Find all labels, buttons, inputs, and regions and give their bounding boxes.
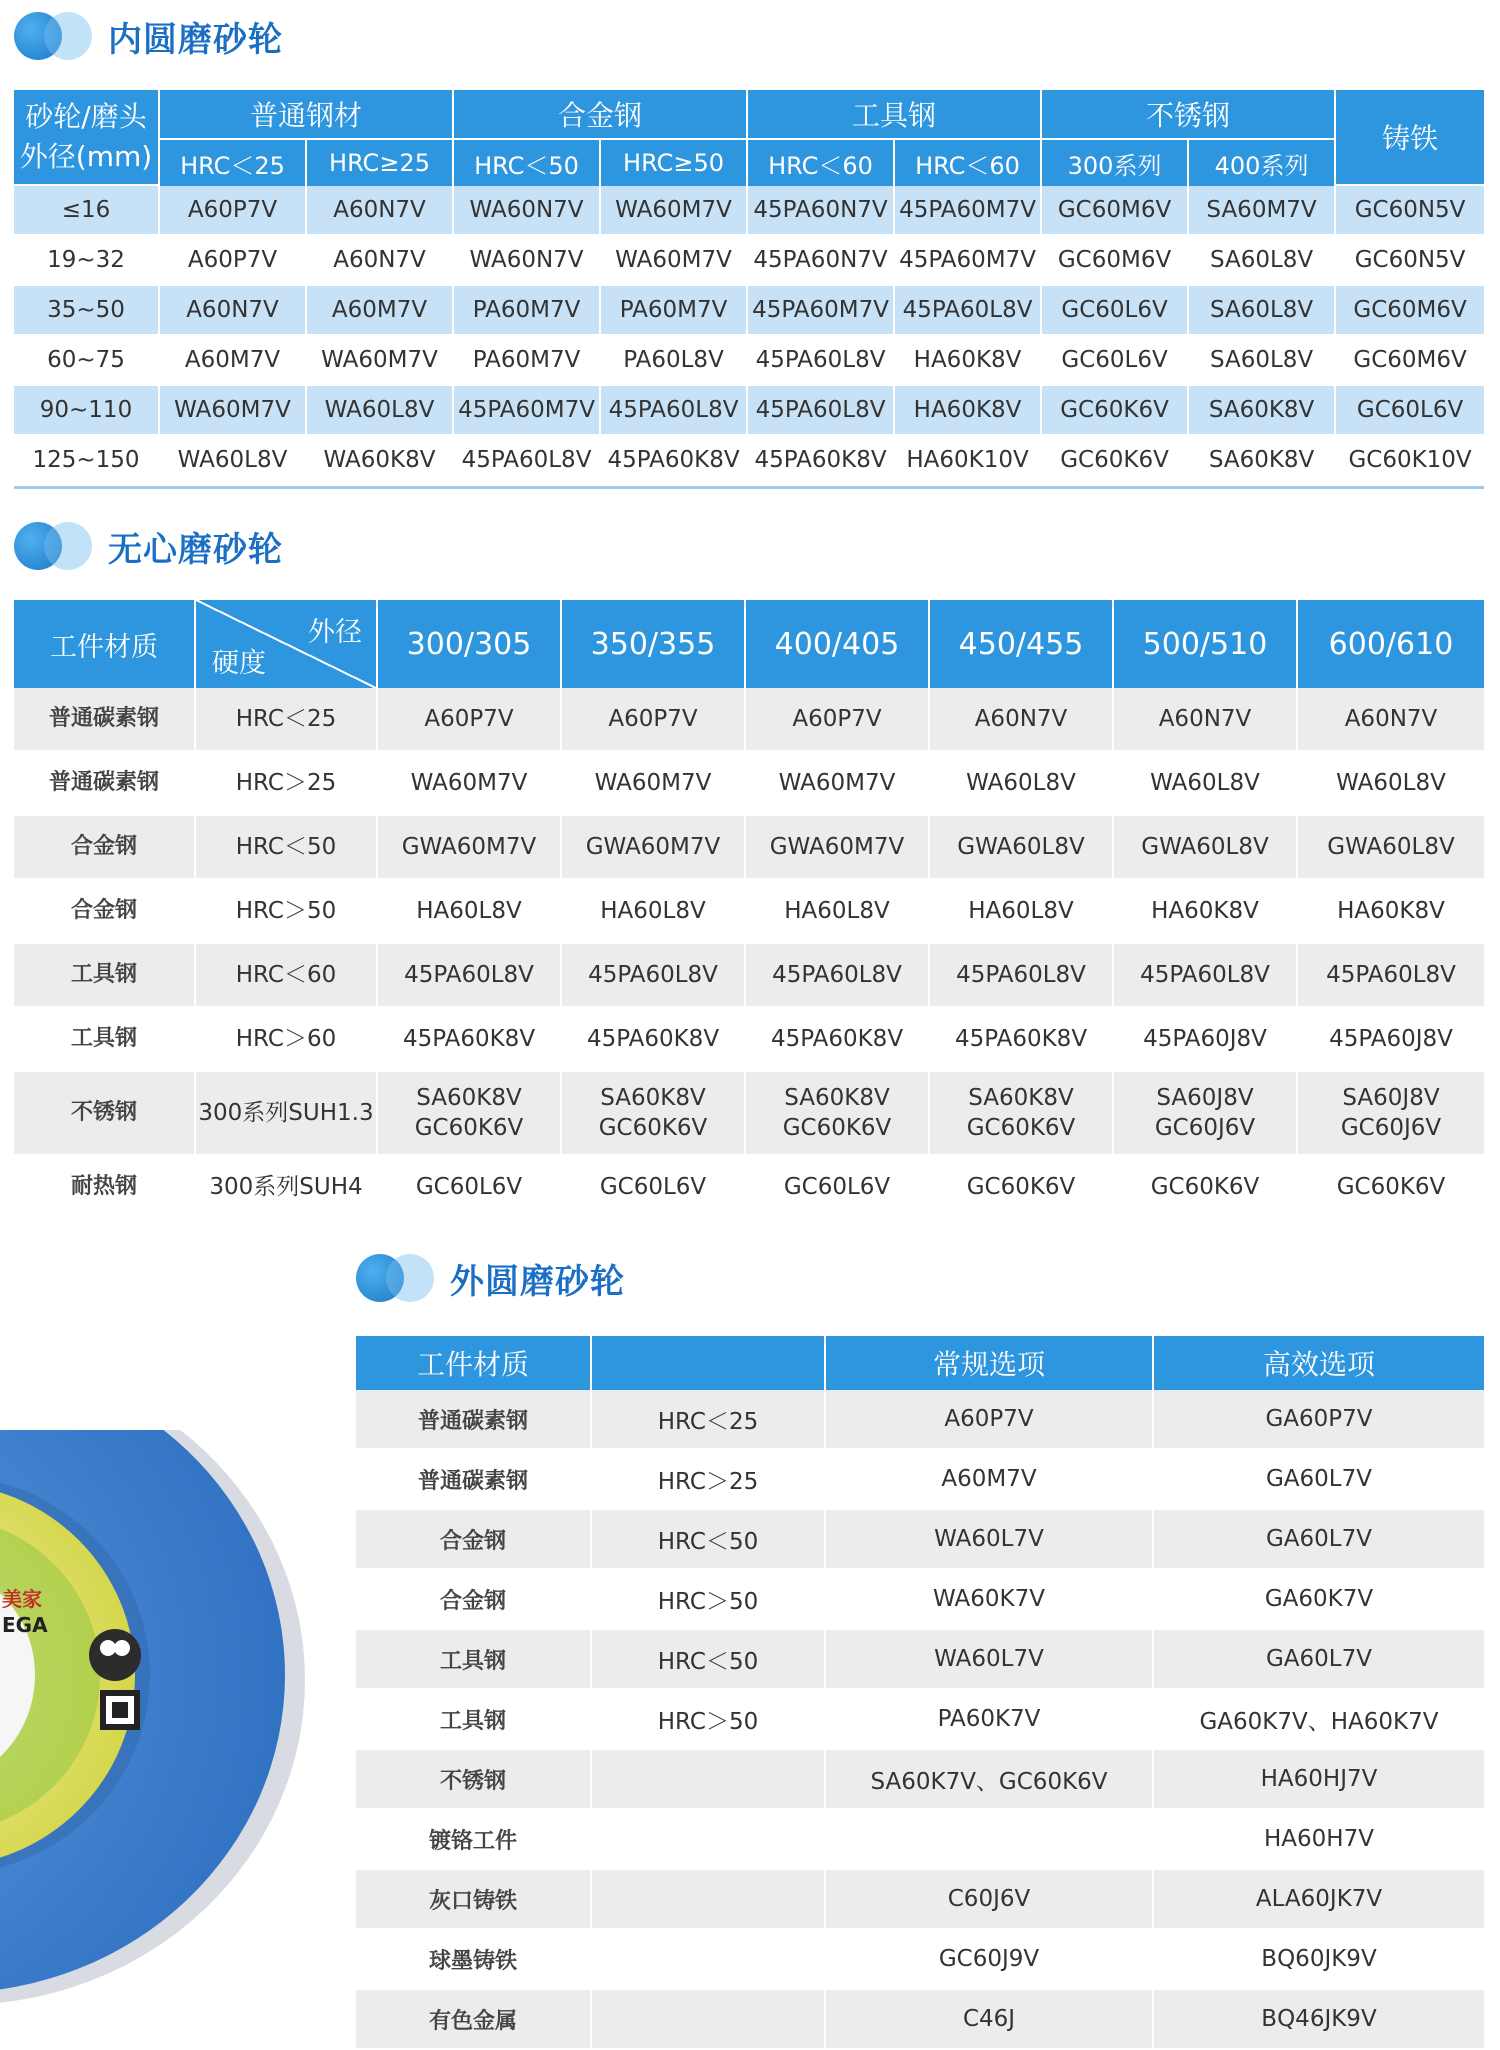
- spec-cell: A60N7V: [1298, 688, 1484, 752]
- diag-top-label: 外径: [308, 617, 362, 648]
- spec-cell: GA60K7V、HA60K7V: [1154, 1690, 1484, 1750]
- sub-header: HRC≥50: [601, 140, 748, 186]
- spec-cell: GWA60L8V: [1114, 816, 1298, 880]
- spec-cell: 45PA60K8V: [378, 1008, 562, 1072]
- sub-header: HRC＜60: [748, 140, 895, 186]
- table-row: [356, 1990, 1484, 2050]
- table-row: [14, 186, 1484, 236]
- spec-cell: 45PA60M7V: [895, 186, 1042, 236]
- spec-cell: GC60L6V: [1042, 286, 1189, 336]
- spec-cell: SA60J8V GC60J6V: [1114, 1072, 1298, 1156]
- spec-cell: SA60K8V GC60K6V: [930, 1072, 1114, 1156]
- material-cell: 有色金属: [356, 1990, 592, 2050]
- spec-cell: 45PA60N7V: [748, 186, 895, 236]
- spec-cell: SA60K8V GC60K6V: [746, 1072, 930, 1156]
- material-cell: 不锈钢: [356, 1750, 592, 1810]
- spec-cell: 45PA60K8V: [748, 436, 895, 486]
- material-cell: 耐热钢: [14, 1156, 196, 1220]
- diagonal-header: [196, 600, 378, 688]
- corner-header: [14, 90, 160, 186]
- bubble-decoration-icon: [356, 1248, 436, 1308]
- group-header: 铸铁: [1336, 90, 1484, 186]
- spec-cell: 45PA60L8V: [748, 386, 895, 436]
- table-row: [14, 1156, 1484, 1220]
- spec-cell: GC60K6V: [1298, 1156, 1484, 1220]
- table-row: [14, 944, 1484, 1008]
- spec-cell: GC60M6V: [1336, 336, 1484, 386]
- spec-cell: 45PA60K8V: [746, 1008, 930, 1072]
- size-header: 450/455: [930, 600, 1114, 688]
- spec-cell: HA60K8V: [895, 386, 1042, 436]
- spec-cell: GC60M6V: [1042, 236, 1189, 286]
- spec-cell: 45PA60L8V: [746, 944, 930, 1008]
- spec-cell: C46J: [826, 1990, 1154, 2050]
- spec-cell: 45PA60L8V: [1114, 944, 1298, 1008]
- spec-cell: WA60L8V: [1298, 752, 1484, 816]
- spec-cell: A60P7V: [826, 1390, 1154, 1450]
- group-header: 工具钢: [748, 90, 1042, 140]
- spec-cell: GC60N5V: [1336, 236, 1484, 286]
- diameter-cell: 90~110: [14, 386, 160, 436]
- table-row: [356, 1450, 1484, 1510]
- material-cell: 工具钢: [14, 1008, 196, 1072]
- hardness-cell: HRC＜25: [592, 1390, 826, 1450]
- table-row: [356, 1390, 1484, 1450]
- spec-cell: WA60L8V: [307, 386, 454, 436]
- spec-cell: GC60K6V: [1114, 1156, 1298, 1220]
- group-header: 合金钢: [454, 90, 748, 140]
- size-header: 500/510: [1114, 600, 1298, 688]
- spec-cell: WA60M7V: [601, 186, 748, 236]
- spec-cell: GWA60L8V: [930, 816, 1114, 880]
- spec-cell: 45PA60K8V: [930, 1008, 1114, 1072]
- group-header: 不锈钢: [1042, 90, 1336, 140]
- spec-cell: GWA60M7V: [746, 816, 930, 880]
- grinding-wheel-image: [0, 1430, 320, 2042]
- wheel-brand-en: EGA: [2, 1613, 48, 1637]
- spec-cell: GC60M6V: [1042, 186, 1189, 236]
- spec-cell: 45PA60N7V: [748, 236, 895, 286]
- hardness-cell: HRC＞50: [592, 1690, 826, 1750]
- spec-cell: SA60L8V: [1189, 236, 1336, 286]
- table-row: [14, 436, 1484, 486]
- spec-cell: WA60L8V: [160, 436, 307, 486]
- spec-cell: PA60K7V: [826, 1690, 1154, 1750]
- spec-cell: HA60K10V: [895, 436, 1042, 486]
- spec-cell: A60P7V: [562, 688, 746, 752]
- spec-cell: 45PA60L8V: [601, 386, 748, 436]
- spec-cell: GWA60M7V: [378, 816, 562, 880]
- spec-cell: A60M7V: [826, 1450, 1154, 1510]
- internal-grinding-table: [14, 90, 1484, 489]
- spec-cell: PA60M7V: [454, 286, 601, 336]
- hardness-cell: [592, 1750, 826, 1810]
- hardness-cell: HRC＜50: [196, 816, 378, 880]
- spec-cell: GC60L6V: [378, 1156, 562, 1220]
- material-cell: 合金钢: [356, 1570, 592, 1630]
- spec-cell: A60N7V: [307, 236, 454, 286]
- spec-cell: [826, 1810, 1154, 1870]
- bubble-decoration-icon: [14, 6, 94, 66]
- sub-header: 300系列: [1042, 140, 1189, 186]
- hardness-cell: [592, 1870, 826, 1930]
- spec-cell: HA60H7V: [1154, 1810, 1484, 1870]
- spec-cell: 45PA60L8V: [1298, 944, 1484, 1008]
- table-row: [14, 688, 1484, 752]
- material-cell: 不锈钢: [14, 1072, 196, 1156]
- sub-header: 400系列: [1189, 140, 1336, 186]
- spec-cell: A60M7V: [160, 336, 307, 386]
- sub-header: HRC＜25: [160, 140, 307, 186]
- spec-cell: 45PA60L8V: [562, 944, 746, 1008]
- table-row: [14, 752, 1484, 816]
- spec-cell: A60P7V: [160, 186, 307, 236]
- spec-cell: SA60J8V GC60J6V: [1298, 1072, 1484, 1156]
- hardness-cell: HRC＞50: [196, 880, 378, 944]
- diameter-cell: 125~150: [14, 436, 160, 486]
- material-cell: 合金钢: [14, 816, 196, 880]
- group-header: 普通钢材: [160, 90, 454, 140]
- spec-cell: WA60L7V: [826, 1510, 1154, 1570]
- spec-cell: PA60M7V: [601, 286, 748, 336]
- spec-cell: GC60M6V: [1336, 286, 1484, 336]
- spec-cell: HA60L8V: [930, 880, 1114, 944]
- col-header: 常规选项: [826, 1336, 1154, 1390]
- spec-cell: HA60K8V: [1114, 880, 1298, 944]
- table-row: [14, 236, 1484, 286]
- material-cell: 工具钢: [356, 1690, 592, 1750]
- spec-cell: SA60L8V: [1189, 336, 1336, 386]
- diag-bottom-label: 硬度: [212, 648, 266, 679]
- wheel-brand-cn: 美家: [2, 1587, 42, 1611]
- spec-cell: HA60L8V: [746, 880, 930, 944]
- hardness-cell: HRC＜60: [196, 944, 378, 1008]
- table-row: [356, 1630, 1484, 1690]
- spec-cell: GC60L6V: [1042, 336, 1189, 386]
- spec-cell: PA60M7V: [454, 336, 601, 386]
- spec-cell: GA60P7V: [1154, 1390, 1484, 1450]
- spec-cell: WA60M7V: [307, 336, 454, 386]
- diameter-cell: 19~32: [14, 236, 160, 286]
- corner-line-2: 外径(mm): [19, 140, 153, 173]
- section-heading-external: [356, 1248, 625, 1308]
- material-cell: 合金钢: [14, 880, 196, 944]
- hardness-cell: HRC＞25: [592, 1450, 826, 1510]
- spec-cell: 45PA60M7V: [895, 236, 1042, 286]
- spec-cell: A60N7V: [160, 286, 307, 336]
- col-header: 高效选项: [1154, 1336, 1484, 1390]
- spec-cell: A60P7V: [160, 236, 307, 286]
- spec-cell: WA60L8V: [930, 752, 1114, 816]
- hardness-cell: HRC＞50: [592, 1570, 826, 1630]
- spec-cell: WA60M7V: [746, 752, 930, 816]
- table-row: [14, 880, 1484, 944]
- table-row: [14, 336, 1484, 386]
- size-header: 600/610: [1298, 600, 1484, 688]
- spec-cell: WA60N7V: [454, 186, 601, 236]
- spec-cell: WA60L8V: [1114, 752, 1298, 816]
- spec-cell: 45PA60L8V: [378, 944, 562, 1008]
- table-row: [14, 1072, 1484, 1156]
- diameter-cell: 60~75: [14, 336, 160, 386]
- spec-cell: WA60K7V: [826, 1570, 1154, 1630]
- table-row: [356, 1510, 1484, 1570]
- section-title: 无心磨砂轮: [108, 529, 283, 570]
- material-cell: 工具钢: [14, 944, 196, 1008]
- hardness-cell: HRC＜50: [592, 1510, 826, 1570]
- spec-cell: WA60M7V: [562, 752, 746, 816]
- hardness-cell: HRC＞25: [196, 752, 378, 816]
- spec-cell: SA60K7V、GC60K6V: [826, 1750, 1154, 1810]
- bubble-decoration-icon: [14, 516, 94, 576]
- hardness-cell: HRC＜50: [592, 1630, 826, 1690]
- spec-cell: GWA60M7V: [562, 816, 746, 880]
- spec-cell: SA60K8V: [1189, 386, 1336, 436]
- spec-cell: BQ60JK9V: [1154, 1930, 1484, 1990]
- material-cell: 工具钢: [356, 1630, 592, 1690]
- spec-cell: GC60J9V: [826, 1930, 1154, 1990]
- material-cell: 镀铬工件: [356, 1810, 592, 1870]
- material-cell: 灰口铸铁: [356, 1870, 592, 1930]
- table-row: [356, 1810, 1484, 1870]
- diameter-cell: 35~50: [14, 286, 160, 336]
- hardness-cell: [592, 1810, 826, 1870]
- spec-cell: WA60M7V: [378, 752, 562, 816]
- spec-cell: 45PA60L8V: [895, 286, 1042, 336]
- table-row: [14, 1008, 1484, 1072]
- spec-cell: GA60L7V: [1154, 1510, 1484, 1570]
- section-heading-internal: [14, 6, 283, 66]
- spec-cell: HA60L8V: [562, 880, 746, 944]
- hardness-cell: HRC＜25: [196, 688, 378, 752]
- size-header: 400/405: [746, 600, 930, 688]
- material-header: 工件材质: [14, 600, 196, 688]
- hardness-cell: [592, 1990, 826, 2050]
- spec-cell: GC60K6V: [1042, 386, 1189, 436]
- spec-cell: GA60K7V: [1154, 1570, 1484, 1630]
- diameter-cell: ≤16: [14, 186, 160, 236]
- size-header: 350/355: [562, 600, 746, 688]
- spec-cell: 45PA60L8V: [930, 944, 1114, 1008]
- spec-cell: WA60M7V: [601, 236, 748, 286]
- external-grinding-table: [356, 1336, 1484, 2050]
- corner-line-1: 砂轮/磨头: [25, 100, 147, 133]
- spec-cell: A60P7V: [746, 688, 930, 752]
- size-header: 300/305: [378, 600, 562, 688]
- hardness-cell: [592, 1930, 826, 1990]
- material-cell: 普通碳素钢: [14, 752, 196, 816]
- section-heading-centerless: [14, 516, 283, 576]
- spec-cell: BQ46JK9V: [1154, 1990, 1484, 2050]
- table-row: [356, 1690, 1484, 1750]
- col-header: [592, 1336, 826, 1390]
- spec-cell: HA60L8V: [378, 880, 562, 944]
- spec-cell: A60N7V: [307, 186, 454, 236]
- table-row: [356, 1870, 1484, 1930]
- table-row: [14, 386, 1484, 436]
- spec-cell: WA60M7V: [160, 386, 307, 436]
- spec-cell: WA60N7V: [454, 236, 601, 286]
- spec-cell: 45PA60K8V: [562, 1008, 746, 1072]
- spec-cell: PA60L8V: [601, 336, 748, 386]
- spec-cell: 45PA60J8V: [1298, 1008, 1484, 1072]
- sub-header: HRC＜60: [895, 140, 1042, 186]
- table-row: [14, 816, 1484, 880]
- spec-cell: SA60K8V: [1189, 436, 1336, 486]
- material-cell: 普通碳素钢: [14, 688, 196, 752]
- spec-cell: A60P7V: [378, 688, 562, 752]
- spec-cell: GC60K6V: [1042, 436, 1189, 486]
- spec-cell: C60J6V: [826, 1870, 1154, 1930]
- spec-cell: HA60K8V: [1298, 880, 1484, 944]
- spec-cell: WA60L7V: [826, 1630, 1154, 1690]
- grinding-wheel-icon: [0, 1430, 320, 2042]
- spec-cell: GA60L7V: [1154, 1630, 1484, 1690]
- spec-cell: GA60L7V: [1154, 1450, 1484, 1510]
- spec-cell: HA60K8V: [895, 336, 1042, 386]
- spec-cell: 45PA60L8V: [454, 436, 601, 486]
- section-title: 内圆磨砂轮: [108, 19, 283, 60]
- spec-cell: GC60L6V: [746, 1156, 930, 1220]
- spec-cell: GC60K10V: [1336, 436, 1484, 486]
- material-cell: 合金钢: [356, 1510, 592, 1570]
- hardness-cell: 300系列SUH4: [196, 1156, 378, 1220]
- table-row: [356, 1930, 1484, 1990]
- sub-header: HRC＜50: [454, 140, 601, 186]
- spec-cell: GC60N5V: [1336, 186, 1484, 236]
- spec-cell: ALA60JK7V: [1154, 1870, 1484, 1930]
- spec-cell: HA60HJ7V: [1154, 1750, 1484, 1810]
- spec-cell: 45PA60J8V: [1114, 1008, 1298, 1072]
- centerless-grinding-table: [14, 600, 1484, 1220]
- spec-cell: 45PA60L8V: [748, 336, 895, 386]
- spec-cell: SA60L8V: [1189, 286, 1336, 336]
- hardness-cell: 300系列SUH1.3: [196, 1072, 378, 1156]
- hardness-cell: HRC＞60: [196, 1008, 378, 1072]
- spec-cell: SA60M7V: [1189, 186, 1336, 236]
- spec-cell: A60N7V: [1114, 688, 1298, 752]
- spec-cell: A60M7V: [307, 286, 454, 336]
- sub-header: HRC≥25: [307, 140, 454, 186]
- spec-cell: 45PA60K8V: [601, 436, 748, 486]
- spec-cell: A60N7V: [930, 688, 1114, 752]
- spec-cell: SA60K8V GC60K6V: [378, 1072, 562, 1156]
- spec-cell: 45PA60M7V: [748, 286, 895, 336]
- spec-cell: GC60K6V: [930, 1156, 1114, 1220]
- spec-cell: 45PA60M7V: [454, 386, 601, 436]
- table-row: [356, 1750, 1484, 1810]
- col-header: 工件材质: [356, 1336, 592, 1390]
- spec-cell: GC60L6V: [1336, 386, 1484, 436]
- spec-cell: GWA60L8V: [1298, 816, 1484, 880]
- section-title: 外圆磨砂轮: [450, 1261, 625, 1302]
- spec-cell: SA60K8V GC60K6V: [562, 1072, 746, 1156]
- material-cell: 普通碳素钢: [356, 1450, 592, 1510]
- table-row: [14, 286, 1484, 336]
- spec-cell: GC60L6V: [562, 1156, 746, 1220]
- spec-cell: WA60K8V: [307, 436, 454, 486]
- material-cell: 普通碳素钢: [356, 1390, 592, 1450]
- material-cell: 球墨铸铁: [356, 1930, 592, 1990]
- table-row: [356, 1570, 1484, 1630]
